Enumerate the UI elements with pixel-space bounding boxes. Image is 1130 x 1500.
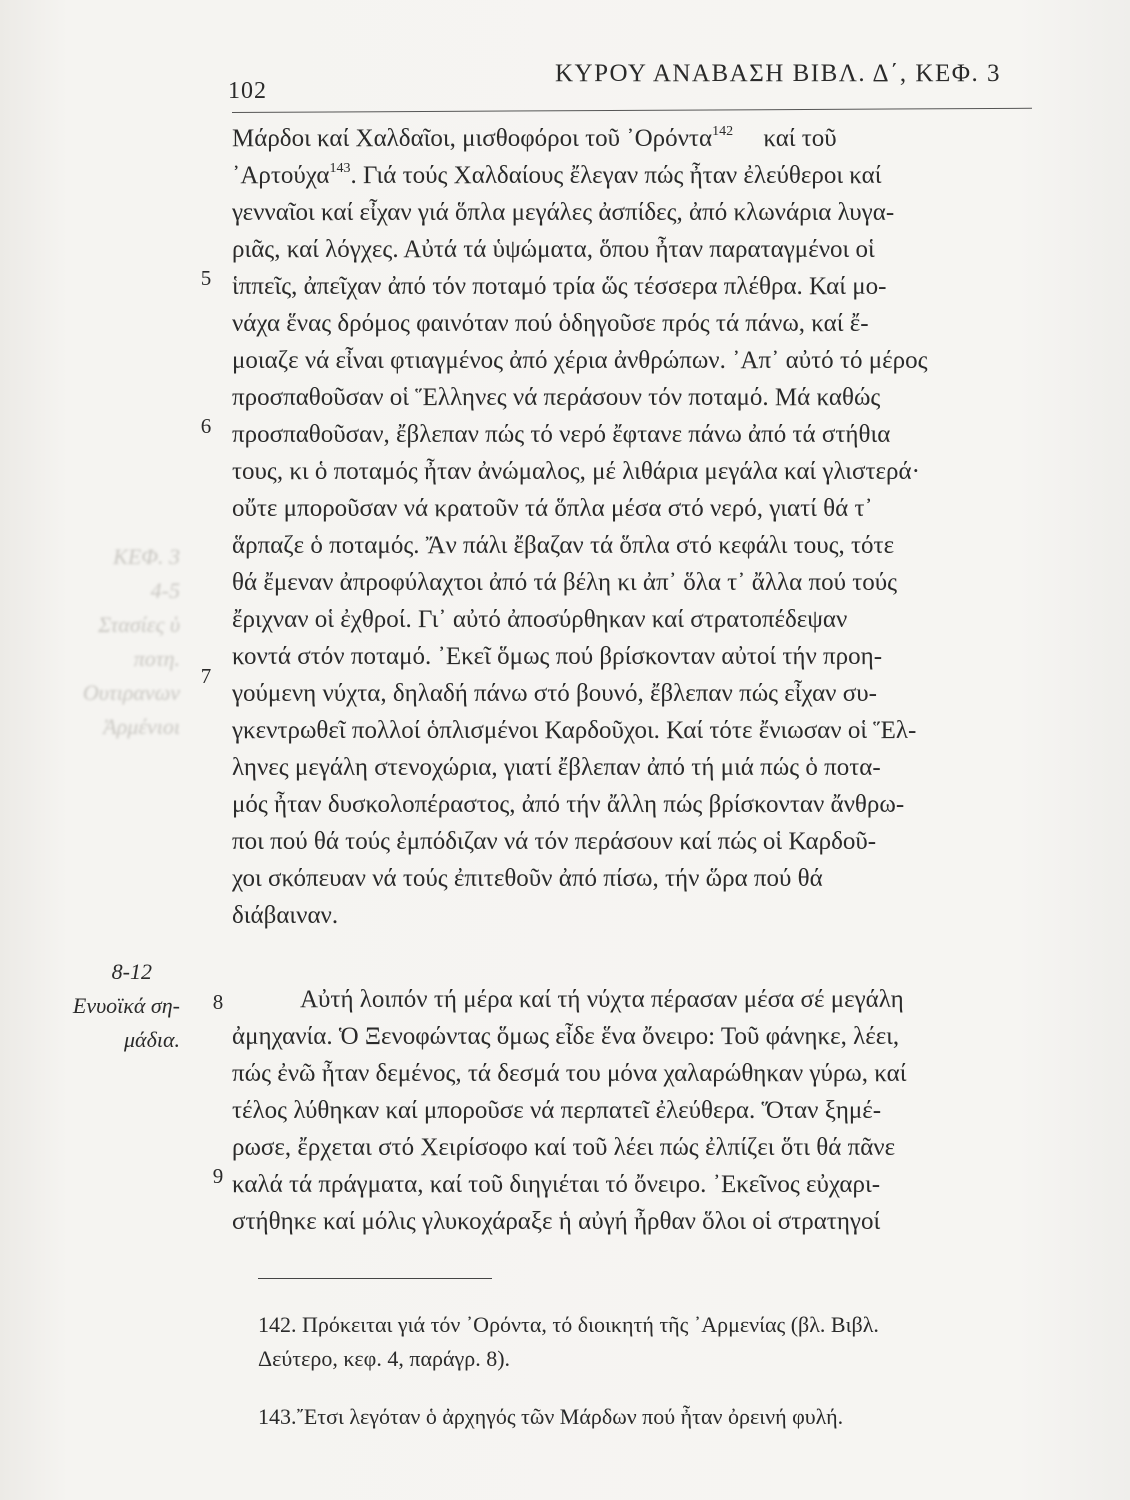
text-line: κοντά στόν ποταμό. ᾽Εκεῖ ὅμως πού βρίσκονταν αὐτοί τήν προη-	[232, 643, 883, 670]
footnote-142-line-2: Δεύτερο, κεφ. 4, παράγρ. 8).	[258, 1346, 511, 1371]
footnote-143: 143.῎Ετσι λεγόταν ὁ ἀρχηγός τῶν Μάρδων πού ἦταν ὀρεινή φυλή.	[258, 1404, 844, 1429]
footnote-142-line-1: 142. Πρόκειται γιά τόν ᾽Ορόντα, τό διοικητή τῆς ᾽Αρμενίας (βλ. Βιβλ.	[258, 1312, 879, 1337]
text-line: προσπαθοῦσαν οἱ Ἕλληνες νά περάσουν τόν ποταμό. Μά καθώς	[232, 384, 881, 411]
line-number-8: 8	[212, 990, 224, 1014]
text-line: ἀμηχανία. Ὁ Ξενοφώντας ὅμως εἶδε ἕνα ὄνειρο: Τοῦ φάνηκε, λέει,	[232, 1023, 900, 1050]
text-line: τους, κι ὁ ποταμός ἦταν ἀνώμαλος, μέ λιθάρια μεγάλα καί γλιστερά·	[232, 458, 920, 485]
text-line: οὔτε μποροῦσαν νά κρατοῦν τά ὅπλα μέσα στό νερό, γιατί θά τ᾽	[232, 495, 873, 522]
footnote-ref-143[interactable]: 143	[329, 161, 351, 176]
text-line: χοι σκόπευαν νά τούς ἐπιτεθοῦν ἀπό πίσω, τήν ὥρα πού θά	[232, 865, 823, 892]
paragraph-gap	[232, 934, 1077, 981]
bleed-through-text: ΚΕΦ. 3 4-5 Στασίες ὑ ποτη. Ουτιρανων Ἀρμένιοι	[82, 544, 180, 739]
text-line: ριᾶς, καί λόγχες. Αὐτά τά ὑψώματα, ὅπου ἦταν παραταγμένοι οἱ	[232, 236, 875, 263]
text-line: τέλος λύθηκαν καί μποροῦσε νά περπατεῖ ἐλεύθερα. Ὅταν ξημέ-	[232, 1097, 882, 1124]
footnotes	[258, 1308, 1088, 1434]
text-line: γκεντρωθεῖ πολλοί ὁπλισμένοι Καρδοῦχοι. Καί τότε ἔνιωσαν οἱ Ἕλ-	[232, 717, 917, 744]
margin-note-text-1: Ενυοϊκά ση-	[72, 993, 180, 1018]
text-line: ρωσε, ἔρχεται στό Χειρίσοφο καί τοῦ λέει πώς ἐλπίζει ὅτι θά πᾶνε	[232, 1134, 896, 1161]
text-line: μός ἦταν δυσκολοπέραστος, ἀπό τήν ἄλλη πώς βρίσκονταν ἄνθρω-	[232, 791, 905, 818]
main-text	[232, 120, 1077, 1240]
text-line: Αὐτή λοιπόν τή μέρα καί τή νύχτα πέρασαν μέσα σέ μεγάλη	[300, 986, 904, 1013]
margin-note	[20, 955, 180, 1057]
text-line: καλά τά πράγματα, καί τοῦ διηγιέται τό ὄνειρο. ᾽Εκεῖνος εὐχαρι-	[232, 1171, 881, 1198]
line-number-5: 5	[200, 266, 212, 290]
footnote-rule	[258, 1278, 492, 1279]
text-line: ἔριχναν οἱ ἐχθροί. Γι᾽ αὐτό ἀποσύρθηκαν καί στρατοπέδεψαν	[232, 606, 848, 633]
line-number-6: 6	[200, 414, 212, 438]
text-line: νάχα ἕνας δρόμος φαινόταν πού ὁδηγοῦσε πρός τά πάνω, καί ἔ-	[232, 310, 869, 337]
text-line: θά ἔμεναν ἀπροφύλαχτοι ἀπό τά βέλη κι ἀπ᾽ ὅλα τ᾽ ἄλλα πού τούς	[232, 569, 898, 596]
text-line: πώς ἐνῶ ἦταν δεμένος, τά δεσμά του μόνα χαλαρώθηκαν γύρω, καί	[232, 1060, 907, 1087]
text-line: διάβαιναν.	[232, 902, 339, 929]
text-line: γούμενη νύχτα, δηλαδή πάνω στό βουνό, ἔβλεπαν πώς εἶχαν συ-	[232, 680, 877, 707]
text-line: ᾽Αρτούχα$^{143}$. Γιά τούς Χαλδαίους ἔλεγαν πώς ἦταν ἐλεύθεροι καί	[232, 161, 882, 189]
text-line: ληνες μεγάλη στενοχώρια, γιατί ἔβλεπαν ἀπό τή μιά πώς ὁ ποτα-	[232, 754, 881, 781]
text-line: γενναῖοι καί εἶχαν γιά ὅπλα μεγάλες ἀσπίδες, ἀπό κλωνάρια λυγα-	[232, 199, 895, 226]
text-line: στήθηκε καί μόλις γλυκοχάραξε ἡ αὐγή ἦρθαν ὅλοι οἱ στρατηγοί	[232, 1208, 881, 1235]
text-line: Μάρδοι καί Χαλδαῖοι, μισθοφόροι τοῦ ᾽Ορόντα$^{142}$ καί τοῦ	[232, 124, 837, 152]
running-head: ΚΥΡΟΥ ΑΝΑΒΑΣΗ ΒΙΒΛ. Δ΄, ΚΕΦ. 3	[555, 60, 1001, 87]
margin-note-text-2: μάδια.	[124, 1027, 180, 1052]
page-number: 102	[228, 78, 267, 104]
text-line: ποι πού θά τούς ἐμπόδιζαν νά τόν περάσουν καί πώς οἱ Καρδοῦ-	[232, 828, 877, 855]
margin-note-range: 8-12	[111, 959, 152, 984]
text-line: ἅρπαζε ὁ ποταμός. Ἄν πάλι ἔβαζαν τά ὅπλα στό κεφάλι τους, τότε	[232, 532, 895, 559]
text-line: μοιαζε νά εἶναι φτιαγμένος ἀπό χέρια ἀνθρώπων. ᾽Απ᾽ αὐτό τό μέρος	[232, 347, 928, 374]
line-number-9: 9	[212, 1164, 224, 1188]
text-line: προσπαθοῦσαν, ἔβλεπαν πώς τό νερό ἔφτανε πάνω ἀπό τά στήθια	[232, 421, 891, 448]
line-number-7: 7	[200, 664, 212, 688]
text-line: ἱππεῖς, ἀπεῖχαν ἀπό τόν ποταμό τρία ὥς τέσσερα πλέθρα. Καί μο-	[232, 273, 887, 300]
footnote-ref-142[interactable]: 142	[712, 124, 734, 139]
header-rule	[232, 108, 1032, 113]
